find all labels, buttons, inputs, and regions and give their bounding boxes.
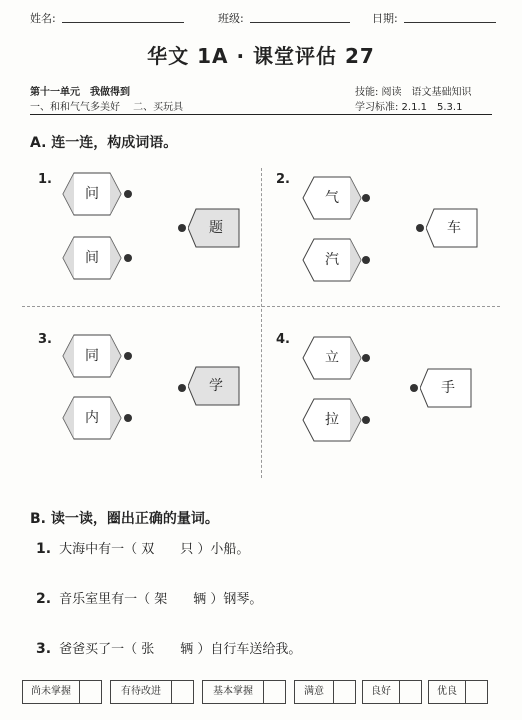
sentence-number: 2. (36, 591, 52, 607)
sentence-item[interactable] (36, 538, 249, 557)
sentence-number: 1. (36, 541, 52, 557)
date-label: 日期: (372, 12, 398, 25)
rating-checkbox[interactable] (173, 681, 193, 703)
lesson-list: 一、和和气气多美好 二、买玩具 (30, 102, 184, 113)
word-tile-left (62, 334, 122, 378)
rating-option[interactable] (428, 680, 488, 704)
unit-title: 第十一单元 我做得到 (30, 87, 130, 98)
connect-dot[interactable] (416, 224, 424, 232)
word-tile-right (188, 208, 240, 248)
sentence-text: 音乐室里有一（ 架 辆 ）钢琴。 (59, 592, 263, 607)
word-tile-label: 题 (209, 220, 223, 236)
sentence-text: 大海中有一（ 双 只 ）小船。 (59, 542, 250, 557)
standards-label: 学习标准: 2.1.1 5.3.1 (355, 102, 463, 113)
rating-option[interactable] (362, 680, 422, 704)
name-label: 姓名: (30, 12, 56, 25)
skills-label: 技能: 阅读 语文基础知识 (355, 87, 472, 98)
rating-label: 尚未掌握 (23, 681, 80, 703)
word-tile-label: 手 (441, 380, 455, 396)
word-tile-label: 学 (209, 378, 223, 394)
rating-option[interactable] (22, 680, 102, 704)
connect-dot[interactable] (178, 224, 186, 232)
connect-dot[interactable] (362, 354, 370, 362)
word-tile-label: 拉 (325, 412, 339, 428)
connect-dot[interactable] (124, 352, 132, 360)
group-number: 1. (38, 172, 52, 187)
rating-label: 有待改进 (111, 681, 172, 703)
rating-checkbox[interactable] (335, 681, 355, 703)
word-tile-label: 同 (85, 348, 99, 364)
connect-dot[interactable] (362, 416, 370, 424)
rating-option[interactable] (294, 680, 356, 704)
sentence-item[interactable] (36, 588, 262, 607)
word-tile-right (420, 368, 472, 408)
page-title: 华文 1A · 课堂评估 27 (147, 44, 375, 68)
word-tile-left (62, 172, 122, 216)
connect-dot[interactable] (178, 384, 186, 392)
sentence-number: 3. (36, 641, 52, 657)
rating-checkbox[interactable] (81, 681, 101, 703)
word-tile-left (302, 398, 362, 442)
section-a-heading: A. 连一连，构成词语。 (30, 135, 178, 151)
sentence-item[interactable] (36, 638, 301, 657)
word-tile-left (302, 238, 362, 282)
group-number: 2. (276, 172, 290, 187)
word-tile-left (62, 236, 122, 280)
name-field[interactable] (62, 22, 184, 23)
rating-checkbox[interactable] (467, 681, 487, 703)
connect-dot[interactable] (362, 194, 370, 202)
rating-label: 良好 (363, 681, 400, 703)
word-tile-right (426, 208, 478, 248)
connect-dot[interactable] (124, 190, 132, 198)
word-tile-left (62, 396, 122, 440)
rating-checkbox[interactable] (401, 681, 421, 703)
group-number: 3. (38, 332, 52, 347)
rating-option[interactable] (110, 680, 194, 704)
grid-divider-vertical (261, 168, 262, 478)
header-divider (30, 114, 492, 115)
rating-label: 基本掌握 (203, 681, 264, 703)
section-b-heading: B. 读一读，圈出正确的量词。 (30, 511, 219, 527)
rating-option[interactable] (202, 680, 286, 704)
connect-dot[interactable] (410, 384, 418, 392)
word-tile-left (302, 176, 362, 220)
group-number: 4. (276, 332, 290, 347)
rating-checkbox[interactable] (265, 681, 285, 703)
connect-dot[interactable] (362, 256, 370, 264)
date-field[interactable] (404, 22, 496, 23)
word-tile-left (302, 336, 362, 380)
class-field[interactable] (250, 22, 350, 23)
class-label: 班级: (218, 12, 244, 25)
word-tile-label: 立 (325, 350, 339, 366)
word-tile-label: 车 (447, 220, 461, 236)
word-tile-label: 内 (85, 410, 99, 426)
word-tile-label: 汽 (325, 252, 339, 268)
word-tile-label: 问 (85, 186, 99, 202)
connect-dot[interactable] (124, 414, 132, 422)
rating-label: 满意 (295, 681, 334, 703)
sentence-text: 爸爸买了一（ 张 辆 ）自行车送给我。 (59, 642, 302, 657)
word-tile-right (188, 366, 240, 406)
word-tile-label: 气 (325, 190, 339, 206)
word-tile-label: 间 (85, 250, 99, 266)
rating-label: 优良 (429, 681, 466, 703)
connect-dot[interactable] (124, 254, 132, 262)
